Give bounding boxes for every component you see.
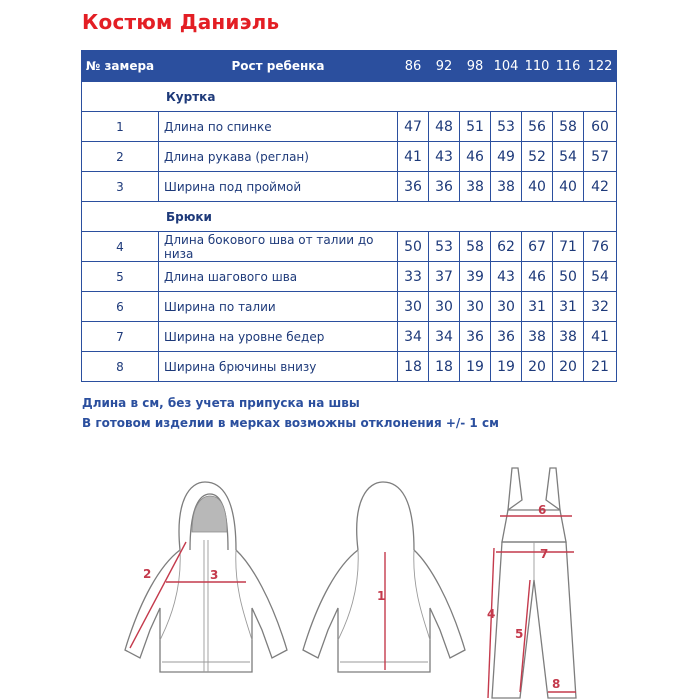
measure-value: 54	[584, 262, 617, 292]
measure-value: 32	[584, 292, 617, 322]
measure-value: 33	[398, 262, 429, 292]
measure-value: 18	[398, 352, 429, 382]
measure-value: 60	[584, 112, 617, 142]
measure-value: 31	[553, 292, 584, 322]
measure-value: 19	[460, 352, 491, 382]
measure-value: 30	[398, 292, 429, 322]
measure-value: 36	[491, 322, 522, 352]
measure-value: 76	[584, 232, 617, 262]
measure-value: 34	[429, 322, 460, 352]
measure-value: 36	[429, 172, 460, 202]
measure-label: 4	[487, 607, 496, 621]
measure-value: 54	[553, 142, 584, 172]
measure-number: 1	[82, 112, 159, 142]
measure-value: 38	[460, 172, 491, 202]
measure-value: 52	[522, 142, 553, 172]
measure-value: 36	[460, 322, 491, 352]
measure-value: 49	[491, 142, 522, 172]
measure-value: 21	[584, 352, 617, 382]
measure-value: 62	[491, 232, 522, 262]
measure-value: 41	[584, 322, 617, 352]
header-size: 86	[398, 51, 429, 82]
measure-value: 40	[522, 172, 553, 202]
measure-value: 71	[553, 232, 584, 262]
measure-label: 1	[377, 589, 386, 603]
table-row	[82, 172, 617, 202]
measure-label: 5	[515, 627, 524, 641]
measure-value: 20	[522, 352, 553, 382]
measure-value: 36	[398, 172, 429, 202]
measure-number: 7	[82, 322, 159, 352]
measure-number: 6	[82, 292, 159, 322]
measure-name: Длина бокового шва от талии до низа	[159, 232, 398, 262]
measure-label: 6	[538, 503, 547, 517]
table-row	[82, 322, 617, 352]
measure-number: 3	[82, 172, 159, 202]
measure-name: Длина по спинке	[159, 112, 398, 142]
measure-value: 30	[460, 292, 491, 322]
pants-drawing	[487, 468, 576, 698]
measure-value: 41	[398, 142, 429, 172]
note-tolerance: В готовом изделии в мерках возможны отклонения +/- 1 см	[82, 416, 499, 430]
measure-name: Ширина брючины внизу	[159, 352, 398, 382]
page-title: Костюм Даниэль	[82, 10, 280, 34]
measure-number: 5	[82, 262, 159, 292]
header-size: 92	[429, 51, 460, 82]
measure-value: 38	[553, 322, 584, 352]
header-size: 98	[460, 51, 491, 82]
measure-label: 2	[143, 567, 152, 581]
jacket-front-drawing	[125, 482, 287, 672]
measure-number: 2	[82, 142, 159, 172]
measure-value: 51	[460, 112, 491, 142]
measure-value: 46	[460, 142, 491, 172]
table-row	[82, 262, 617, 292]
table-row	[82, 292, 617, 322]
measure-value: 58	[460, 232, 491, 262]
table-row	[82, 232, 617, 262]
measure-name: Длина рукава (реглан)	[159, 142, 398, 172]
measure-label: 8	[552, 677, 561, 691]
measure-value: 19	[491, 352, 522, 382]
measure-value: 34	[398, 322, 429, 352]
measure-value: 18	[429, 352, 460, 382]
section-row-pants	[82, 202, 617, 232]
measure-value: 37	[429, 262, 460, 292]
header-child-height: Рост ребенка	[159, 51, 398, 82]
jacket-back-drawing	[303, 482, 465, 672]
measure-number: 8	[82, 352, 159, 382]
header-size: 116	[553, 51, 584, 82]
measure-value: 50	[398, 232, 429, 262]
measure-name: Ширина под проймой	[159, 172, 398, 202]
measure-name: Ширина по талии	[159, 292, 398, 322]
measure-value: 38	[491, 172, 522, 202]
measure-value: 53	[429, 232, 460, 262]
measure-value: 58	[553, 112, 584, 142]
garment-drawings	[0, 440, 700, 700]
measure-number: 4	[82, 232, 159, 262]
measure-label: 7	[540, 547, 549, 561]
measure-value: 38	[522, 322, 553, 352]
measure-value: 46	[522, 262, 553, 292]
section-row-jacket	[82, 82, 617, 112]
measure-value: 53	[491, 112, 522, 142]
measure-value: 30	[491, 292, 522, 322]
note-units: Длина в см, без учета припуска на швы	[82, 396, 360, 410]
measure-name: Длина шагового шва	[159, 262, 398, 292]
measure-value: 43	[429, 142, 460, 172]
table-row	[82, 142, 617, 172]
measure-value: 30	[429, 292, 460, 322]
size-chart-table	[81, 50, 617, 382]
measure-value: 50	[553, 262, 584, 292]
section-title: Брюки	[82, 202, 617, 232]
measure-value: 57	[584, 142, 617, 172]
table-row	[82, 112, 617, 142]
section-title: Куртка	[82, 82, 617, 112]
header-size: 104	[491, 51, 522, 82]
measure-label: 3	[210, 568, 219, 582]
measure-value: 47	[398, 112, 429, 142]
header-size: 122	[584, 51, 617, 82]
measure-value: 56	[522, 112, 553, 142]
measure-value: 39	[460, 262, 491, 292]
table-row	[82, 352, 617, 382]
header-size: 110	[522, 51, 553, 82]
measure-value: 43	[491, 262, 522, 292]
measure-value: 67	[522, 232, 553, 262]
measure-value: 31	[522, 292, 553, 322]
measure-value: 48	[429, 112, 460, 142]
notes	[82, 393, 499, 433]
measure-value: 40	[553, 172, 584, 202]
measure-name: Ширина на уровне бедер	[159, 322, 398, 352]
header-measure-number: № замера	[82, 51, 159, 82]
table-header-row	[82, 51, 617, 82]
measure-value: 20	[553, 352, 584, 382]
measure-value: 42	[584, 172, 617, 202]
